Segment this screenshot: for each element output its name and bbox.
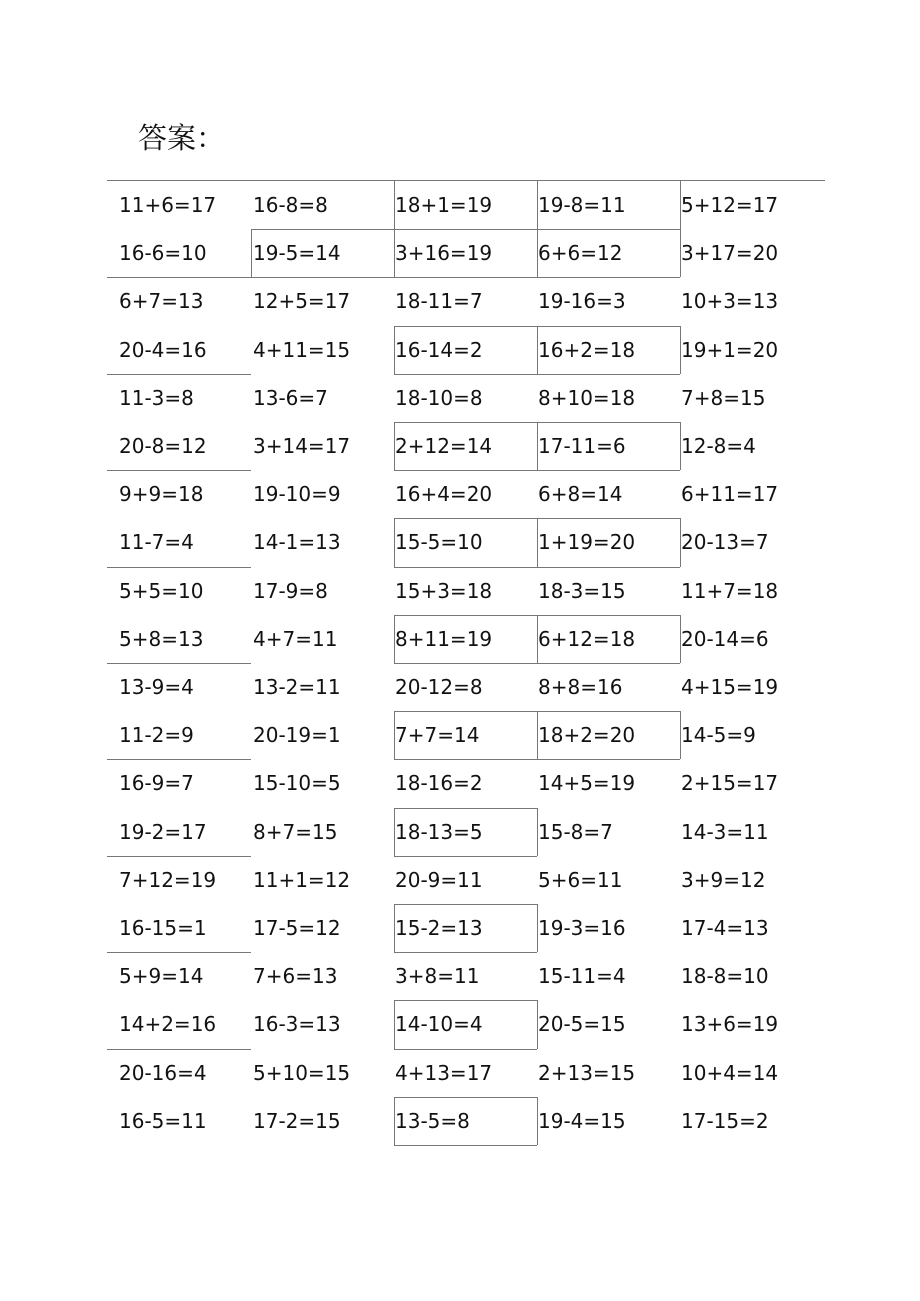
cell-border bbox=[394, 1000, 537, 1001]
cell-border bbox=[394, 904, 395, 952]
answer-cell: 20-4=16 bbox=[119, 337, 207, 362]
answer-cell: 14-5=9 bbox=[681, 723, 756, 748]
answer-cell: 19-4=15 bbox=[538, 1108, 626, 1133]
cell-border bbox=[394, 1049, 537, 1050]
answer-cell: 2+13=15 bbox=[538, 1060, 636, 1085]
answer-cell: 14+2=16 bbox=[119, 1012, 217, 1037]
answer-cell: 11+7=18 bbox=[681, 578, 779, 603]
answer-cell: 9+9=18 bbox=[119, 482, 204, 507]
cell-border bbox=[537, 518, 538, 566]
cell-border bbox=[537, 615, 538, 663]
answer-cell: 13+6=19 bbox=[681, 1012, 779, 1037]
answer-cell: 4+11=15 bbox=[253, 337, 351, 362]
answer-cell: 20-9=11 bbox=[395, 867, 483, 892]
answer-cell: 17-5=12 bbox=[253, 916, 341, 940]
cell-border bbox=[107, 567, 251, 568]
answer-cell: 17-4=13 bbox=[681, 916, 769, 940]
answer-cell: 3+14=17 bbox=[253, 434, 351, 458]
answer-cell: 8+11=19 bbox=[395, 626, 493, 651]
answer-cell: 4+13=17 bbox=[395, 1060, 493, 1085]
answer-cell: 13-5=8 bbox=[395, 1108, 470, 1133]
cell-border bbox=[107, 1049, 251, 1050]
answer-cell: 20-5=15 bbox=[538, 1012, 626, 1037]
answer-cell: 19-10=9 bbox=[253, 482, 341, 507]
cell-border bbox=[107, 663, 251, 664]
answer-cell: 17-11=6 bbox=[538, 434, 626, 458]
answer-cell: 14-3=11 bbox=[681, 819, 769, 844]
answer-cell: 19-2=17 bbox=[119, 819, 207, 844]
cell-border bbox=[394, 856, 537, 857]
cell-border bbox=[394, 952, 537, 953]
cell-border bbox=[680, 326, 681, 374]
cell-border bbox=[680, 518, 681, 566]
cell-border bbox=[394, 904, 537, 905]
answer-cell: 6+11=17 bbox=[681, 482, 779, 507]
cell-border bbox=[537, 1097, 538, 1145]
cell-border bbox=[107, 277, 251, 278]
answer-cell: 15-10=5 bbox=[253, 771, 341, 796]
cell-border bbox=[394, 422, 395, 470]
answer-cell: 18-8=10 bbox=[681, 964, 769, 989]
cell-border bbox=[394, 1145, 537, 1146]
cell-border bbox=[680, 615, 681, 663]
cell-border bbox=[394, 470, 680, 471]
cell-border bbox=[107, 759, 251, 760]
answer-cell: 12-8=4 bbox=[681, 434, 756, 458]
answer-cell: 3+16=19 bbox=[395, 241, 493, 266]
answer-cell: 18-10=8 bbox=[395, 385, 483, 410]
cell-border bbox=[537, 808, 538, 856]
answer-cell: 5+10=15 bbox=[253, 1060, 351, 1085]
cell-border bbox=[394, 759, 680, 760]
cell-border bbox=[394, 518, 395, 566]
answer-cell: 11+1=12 bbox=[253, 867, 351, 892]
answer-cell: 3+17=20 bbox=[681, 241, 779, 266]
cell-border bbox=[394, 663, 680, 664]
answer-cell: 13-9=4 bbox=[119, 675, 194, 699]
answer-cell: 17-15=2 bbox=[681, 1108, 769, 1133]
answer-cell: 4+7=11 bbox=[253, 626, 338, 651]
page-title: 答案： bbox=[138, 121, 226, 155]
answer-cell: 11-3=8 bbox=[119, 385, 194, 410]
answer-cell: 8+8=16 bbox=[538, 675, 623, 699]
answer-cell: 16+2=18 bbox=[538, 337, 636, 362]
cell-border bbox=[680, 181, 681, 277]
cell-border bbox=[251, 229, 680, 230]
answer-cell: 18-13=5 bbox=[395, 819, 483, 844]
answer-cell: 13-2=11 bbox=[253, 675, 341, 699]
answer-cell: 19-5=14 bbox=[253, 241, 341, 266]
cell-border bbox=[394, 326, 395, 374]
answer-cell: 5+8=13 bbox=[119, 626, 204, 651]
answer-cell: 2+12=14 bbox=[395, 434, 493, 458]
answer-cell: 16-8=8 bbox=[253, 193, 328, 217]
answer-cell: 13-6=7 bbox=[253, 385, 328, 410]
answer-cell: 2+15=17 bbox=[681, 771, 779, 796]
cell-border bbox=[394, 567, 680, 568]
answer-cell: 16-9=7 bbox=[119, 771, 194, 796]
answer-cell: 15+3=18 bbox=[395, 578, 493, 603]
answer-cell: 16-6=10 bbox=[119, 241, 207, 266]
answer-cell: 15-2=13 bbox=[395, 916, 483, 940]
answer-cell: 6+7=13 bbox=[119, 289, 204, 314]
cell-border bbox=[107, 856, 251, 857]
answer-cell: 7+7=14 bbox=[395, 723, 480, 748]
answer-cell: 16-15=1 bbox=[119, 916, 207, 940]
answer-cell: 20-8=12 bbox=[119, 434, 207, 458]
answer-cell: 6+6=12 bbox=[538, 241, 623, 266]
answer-cell: 3+9=12 bbox=[681, 867, 766, 892]
answer-cell: 5+6=11 bbox=[538, 867, 623, 892]
cell-border bbox=[107, 470, 251, 471]
answer-cell: 11-7=4 bbox=[119, 530, 194, 555]
cell-border bbox=[537, 904, 538, 952]
answer-cell: 20-19=1 bbox=[253, 723, 341, 748]
answer-cell: 16-3=13 bbox=[253, 1012, 341, 1037]
answer-cell: 16-5=11 bbox=[119, 1108, 207, 1133]
answer-cell: 11-2=9 bbox=[119, 723, 194, 748]
answer-cell: 20-14=6 bbox=[681, 626, 769, 651]
answer-cell: 17-2=15 bbox=[253, 1108, 341, 1133]
answer-cell: 14-1=13 bbox=[253, 530, 341, 555]
answer-cell: 18-11=7 bbox=[395, 289, 483, 314]
cell-border bbox=[537, 1000, 538, 1048]
cell-border bbox=[107, 374, 251, 375]
answer-cell: 14-10=4 bbox=[395, 1012, 483, 1037]
cell-border bbox=[537, 422, 538, 470]
cell-border bbox=[394, 615, 395, 663]
answer-cell: 19-16=3 bbox=[538, 289, 626, 314]
answer-cell: 15-8=7 bbox=[538, 819, 613, 844]
answer-cell: 5+5=10 bbox=[119, 578, 204, 603]
answer-cell: 6+12=18 bbox=[538, 626, 636, 651]
cell-border bbox=[394, 1097, 395, 1145]
answer-cell: 1+19=20 bbox=[538, 530, 636, 555]
answer-cell: 5+9=14 bbox=[119, 964, 204, 989]
answer-cell: 4+15=19 bbox=[681, 675, 779, 699]
answer-cell: 19-3=16 bbox=[538, 916, 626, 940]
cell-border bbox=[394, 711, 395, 759]
cell-border bbox=[251, 229, 252, 277]
answer-cell: 18-16=2 bbox=[395, 771, 483, 796]
cell-border bbox=[394, 808, 395, 856]
cell-border bbox=[394, 374, 680, 375]
answer-cell: 7+8=15 bbox=[681, 385, 766, 410]
answer-cell: 19+1=20 bbox=[681, 337, 779, 362]
answer-cell: 16-14=2 bbox=[395, 337, 483, 362]
answer-cell: 3+8=11 bbox=[395, 964, 480, 989]
answer-cell: 20-12=8 bbox=[395, 675, 483, 699]
answer-cell: 20-16=4 bbox=[119, 1060, 207, 1085]
cell-border bbox=[537, 711, 538, 759]
answer-cell: 10+3=13 bbox=[681, 289, 779, 314]
answer-cell: 15-11=4 bbox=[538, 964, 626, 989]
cell-border bbox=[537, 326, 538, 374]
cell-border bbox=[394, 1000, 395, 1048]
answer-cell: 11+6=17 bbox=[119, 193, 217, 217]
answer-cell: 7+12=19 bbox=[119, 867, 217, 892]
answer-cell: 14+5=19 bbox=[538, 771, 636, 796]
cell-border bbox=[394, 808, 537, 809]
answer-cell: 8+7=15 bbox=[253, 819, 338, 844]
answer-cell: 8+10=18 bbox=[538, 385, 636, 410]
answer-cell: 18+2=20 bbox=[538, 723, 636, 748]
answer-cell: 6+8=14 bbox=[538, 482, 623, 507]
answer-cell: 18+1=19 bbox=[395, 193, 493, 217]
answer-cell: 12+5=17 bbox=[253, 289, 351, 314]
cell-border bbox=[680, 422, 681, 470]
answer-cell: 19-8=11 bbox=[538, 193, 626, 217]
answer-cell: 17-9=8 bbox=[253, 578, 328, 603]
cell-border bbox=[394, 1097, 537, 1098]
answer-cell: 5+12=17 bbox=[681, 193, 779, 217]
cell-border bbox=[107, 952, 251, 953]
cell-border bbox=[251, 277, 680, 278]
cell-border bbox=[680, 711, 681, 759]
answer-cell: 16+4=20 bbox=[395, 482, 493, 507]
answer-cell: 7+6=13 bbox=[253, 964, 338, 989]
answer-cell: 15-5=10 bbox=[395, 530, 483, 555]
answer-cell: 10+4=14 bbox=[681, 1060, 779, 1085]
answer-cell: 20-13=7 bbox=[681, 530, 769, 555]
answer-cell: 18-3=15 bbox=[538, 578, 626, 603]
